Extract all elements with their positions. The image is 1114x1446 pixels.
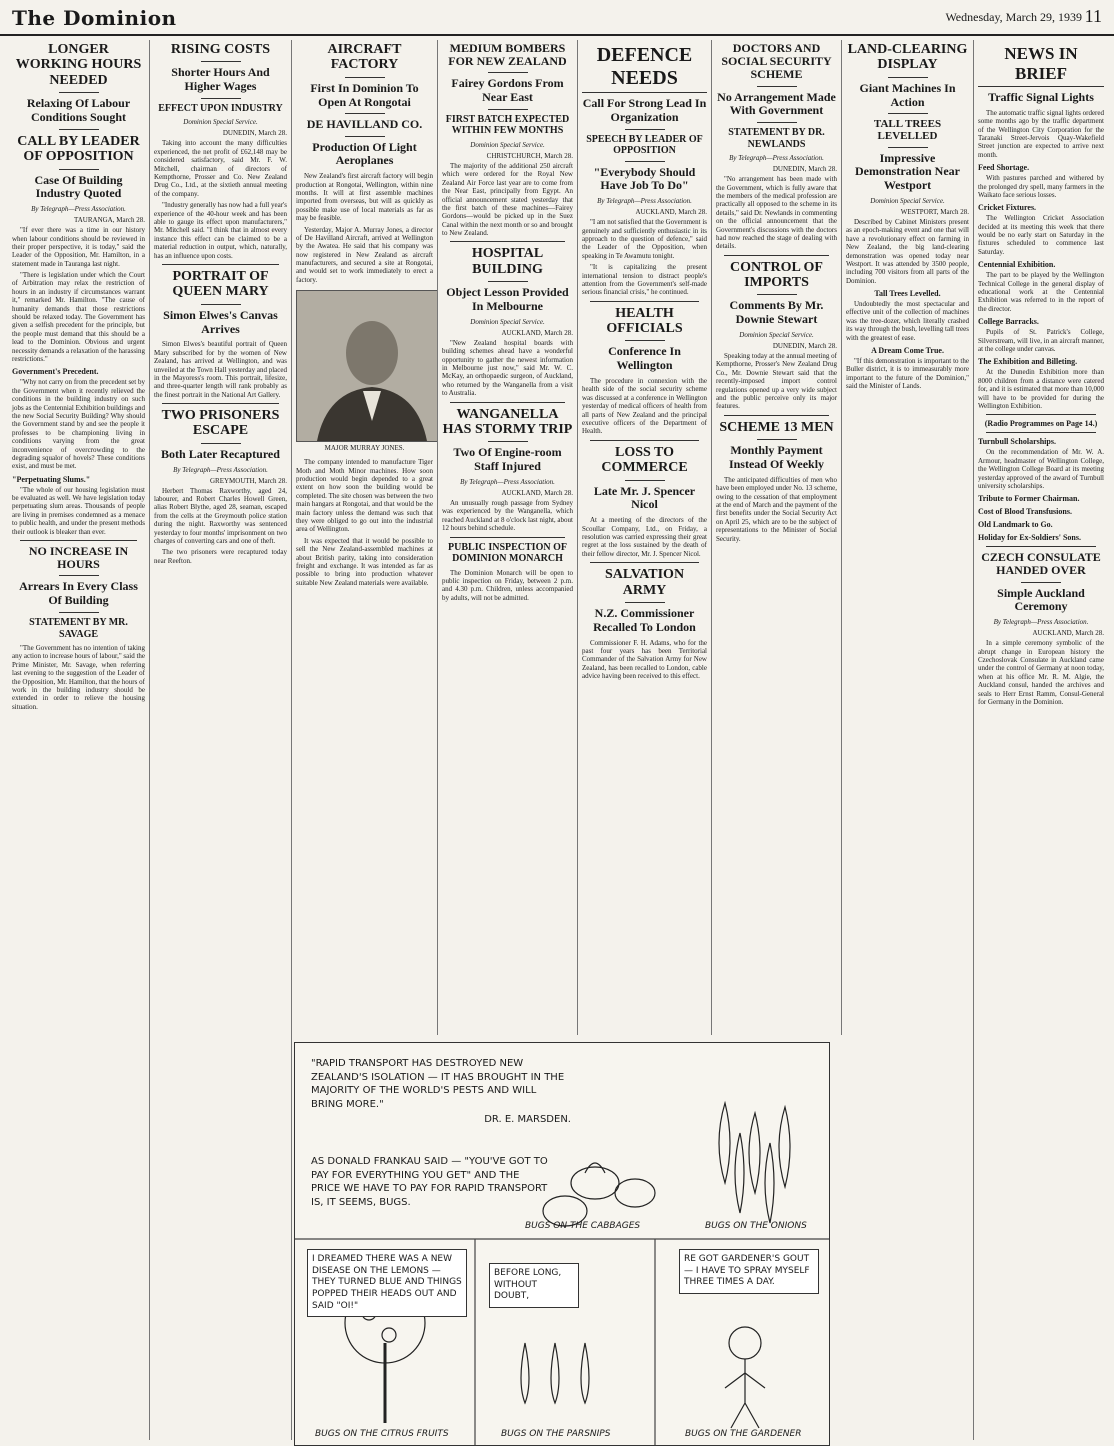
paragraph: The two prisoners were recaptured today near Reefton. (154, 548, 287, 565)
subheadline-caps: STATEMENT BY MR. SAVAGE (29, 617, 128, 640)
panel-label: BUGS ON THE CABBAGES (525, 1221, 641, 1231)
section-subhead: Cost of Blood Transfusions. (978, 507, 1072, 517)
byline: By Telegraph—Press Association. (460, 477, 555, 486)
subheadline: Arrears In Every Class Of Building (19, 579, 138, 608)
subheadline: N.Z. Commissioner Recalled To London (593, 605, 696, 634)
paragraph: The procedure in connexion with the health side of the social security scheme was discussed at a conference in Wellington yesterday of medical officers of health from all parts of New Zealand and the principal executive officers of the Department of Health. (582, 377, 707, 436)
subheadline: Object Lesson Provided In Melbourne (446, 285, 569, 314)
subheadline: No Arrangement Made With Government (717, 89, 836, 118)
headline: HEALTH OFFICIALS (606, 305, 683, 337)
dateline: AUCKLAND, March 28. (501, 488, 573, 497)
cartoon-quote: "RAPID TRANSPORT HAS DESTROYED NEW ZEALAND'S ISOLATION — IT HAS BROUGHT IN THE MAJORITY OF THE WORLD'S PESTS AND WILL BRING MORE." DR. E. MARSDEN. (311, 1058, 571, 1125)
subheadline: Fairey Gordons From Near East (451, 76, 564, 105)
byline: Dominion Special Service. (470, 317, 545, 326)
section-subhead: Old Landmark to Go. (978, 520, 1053, 530)
masthead (0, 0, 1114, 36)
paper-title: The Dominion (12, 6, 177, 30)
subheadline-caps: SPEECH BY LEADER OF OPPOSITION (586, 133, 703, 157)
paragraph: The automatic traffic signal lights ordered some months ago by the traffic department of the Wellington City Corporation for the Taranaki Street-Jervois Quay-Wakefield Street junction are expected to arrive next month. (978, 108, 1104, 159)
paragraph: "The whole of our housing legislation must be evaluated as well. We have legislation today perpetuating slum areas. Thousands of people are living in premises condemned as a menace to public health, and under the present methods their outlook is bleaker than ever. (12, 485, 145, 536)
headline: MEDIUM BOMBERS FOR NEW ZEALAND (448, 41, 567, 69)
byline: By Telegraph—Press Association. (31, 205, 126, 214)
headline: WANGANELLA HAS STORMY TRIP (442, 406, 573, 437)
speech-bubble: I DREAMED THERE WAS A NEW DISEASE ON THE LEMONS — THEY TURNED BLUE AND THINGS POPPED THEIR HEADS OUT AND SAID "OI!" (307, 1249, 467, 1317)
subheadline: Relaxing Of Labour Conditions Sought (26, 96, 131, 124)
byline: Dominion Special Service. (739, 331, 814, 340)
headline: DOCTORS AND SOCIAL SECURITY SCHEME (721, 41, 832, 82)
subheadline: Shorter Hours And Higher Wages (171, 65, 270, 94)
section-subhead: Tall Trees Levelled. (874, 289, 941, 299)
dateline: AUCKLAND, March 28. (501, 328, 573, 337)
paragraph: The anticipated difficulties of men who have been employed under No. 13 scheme, owing to the cessation of that employment at the end of March and the payment of the first benefits under the Social Security Act on April 25, which are to be the subject of representations to the Minister of Social Security. (716, 475, 837, 543)
subheadline: Impressive Demonstration Near Westport (855, 150, 960, 193)
section-subhead: Cricket Fixtures. (978, 203, 1037, 213)
subheadline: Simple Auckland Ceremony (997, 585, 1085, 614)
headline: LAND-CLEARING DISPLAY (847, 42, 968, 73)
subheadline: "Everybody Should Have Job To Do" (593, 164, 696, 193)
column-1 (8, 40, 150, 1440)
byline: By Telegraph—Press Association. (597, 197, 692, 206)
subheadline: Two Of Engine-room Staff Injured (453, 445, 562, 474)
editorial-cartoon (294, 1042, 830, 1446)
paragraph: "No arrangement has been made with the Government, which is fully aware that the members of the medical profession are practically all opposed to the scheme in its details," said Dr. Newlands in commenting on the official announcement that the Government's discussions with the doctors had now reached the stage of dealing with details. (716, 175, 837, 251)
headline: TALL TREES LEVELLED (873, 118, 942, 143)
paragraph: Simon Elwes's beautiful portrait of Queen Mary subscribed for by the women of New Zealand, has arrived at Wellington, and was unveiled at the Town Hall yesterday and placed in the Mayoress's room. This portrait, lifesize, and three-quarter length will rank probably as the finest portrait in the National Art Gallery. (154, 340, 287, 399)
headline: CALL BY LEADER OF OPPOSITION (17, 133, 140, 165)
byline: Dominion Special Service. (870, 196, 945, 205)
paragraph: Speaking today at the annual meeting of Kempthorne, Prosser's New Zealand Drug Co., Mr. Downie Stewart said that the recently-imposed import control regulations opened up a very wide subject and the public perceive only its major features. (716, 352, 837, 411)
photo-caption: MAJOR MURRAY JONES. (324, 444, 405, 453)
paragraph: "I am not satisfied that the Government is genuinely and sufficiently enthusiastic in its approach to the question of defence," said the Leader of the Opposition, when speaking in Te Awamutu tonight. (582, 218, 707, 260)
section-subhead: A Dream Come True. (871, 346, 944, 356)
section-subhead: The Exhibition and Billeting. (978, 357, 1078, 367)
dateline: WESTPORT, March 28. (900, 207, 969, 216)
paragraph: "The Government has no intention of taking any action to increase hours of labour," said the Prime Minister, Mr. Savage, when referring last evening to the suggestion of the Leader of the Opposition, Mr. Hamilton, that the hours of work in the building industry should be extended in order to relieve the housing situation. (12, 644, 146, 711)
cross-reference: (Radio Programmes on Page 14.) (984, 419, 1098, 429)
headline: NO INCREASE IN HOURS (28, 544, 129, 572)
dateline: AUCKLAND, March 28. (1032, 629, 1104, 638)
issue-date: Wednesday, March 29, 1939 (945, 10, 1082, 24)
headline: AIRCRAFT FACTORY (327, 42, 402, 73)
paragraph: Commissioner F. H. Adams, who for the past four years has been Territorial Commander of the Salvation Army for New Zealand, has been recalled to London, cable advice having been received to this effect. (582, 638, 707, 681)
byline: Dominion Special Service. (470, 140, 545, 149)
section-subhead: Tribute to Former Chairman. (978, 494, 1080, 504)
headline: TWO PRISONERS ESCAPE (161, 408, 280, 439)
section-subhead: Centennial Exhibition. (978, 260, 1056, 270)
section-subhead: "Perpetuating Slums." (12, 474, 91, 484)
column-3 (292, 40, 438, 1035)
subheadline: Call For Strong Lead In Organization (582, 96, 707, 124)
paragraph: At the Dunedin Exhibition more than 8000 children from a distance were catered for, and it is estimated that more than 10,000 will have to be provided for during the Wellington Exhibition. (978, 368, 1104, 410)
subheadline: Simon Elwes's Canvas Arrives (163, 307, 278, 336)
subheadline: First In Dominion To Open At Rongotai (310, 80, 419, 109)
subheadline: Late Mr. J. Spencer Nicol (593, 483, 696, 512)
subheadline-caps: FIRST BATCH EXPECTED WITHIN FEW MONTHS (445, 113, 570, 137)
speech-bubble: RE GOT GARDENER'S GOUT — I HAVE TO SPRAY MYSELF THREE TIMES A DAY. (679, 1249, 819, 1294)
paragraph: In a simple ceremony symbolic of the abrupt change in European history the Czechoslovak Consulate in Auckland came under the control of Germany at noon today, when at his office Mr. R. M. Algie, the Auckland consul, handed the archives and seals to Herr Ernst Ramm, Consul-General for Germany in the Dominion. (978, 639, 1104, 706)
paragraph: Undoubtedly the most spectacular and effective unit of the collection of machines was the tree-dozer, which literally crashed its way through the bush, levelling tall trees with the greatest of ease. (846, 300, 969, 342)
column-2 (150, 40, 292, 1440)
dateline: CHRISTCHURCH, March 28. (486, 151, 573, 160)
subheadline: Comments By Mr. Downie Stewart (729, 298, 824, 327)
panel-label: BUGS ON THE ONIONS (705, 1221, 807, 1231)
paragraph: On the recommendation of Mr. W. A. Armour, headmaster of Wellington College, the Wellington College Board at its meeting yesterday approved of the award of Turnbull university scholarships. (978, 448, 1104, 490)
paragraph: "There is legislation under which the Court of Arbitration may relax the restriction of hours in an industry if circumstances warrant it," remarked Mr. Hamilton. "The cause of humanity demands that those restrictions should be relaxed today. The Government has given a selfish precedent for the principle, but the people must demand that this should be a lead to the Dominion. Obvious and urgent necessity demands a relaxation of the harassing restrictions." (12, 271, 145, 363)
paragraph: The Dominion Monarch will be open to public inspection on Friday, between 2 p.m. and 4.30 p.m. Children, unless accompanied by adults, will not be admitted. (442, 568, 573, 602)
paragraph: "If ever there was a time in our history when labour conditions should be reviewed in their proper perspective, it is today," said the Leader of the Opposition, Mr. Hamilton, in a statement made in Tauranga last night. (12, 226, 145, 268)
paragraph: The majority of the additional 250 aircraft which were ordered for the Royal New Zealand Air Force last year are to come from the Near East, principally from Egypt. An official announcement stated yesterday that the first batch of these machines—Fairey Gordons—would be picked up in the Suez Canal within the next month or so and brought to New Zealand. (442, 161, 573, 238)
dateline: GREYMOUTH, March 28. (210, 476, 287, 485)
column-4 (438, 40, 578, 1035)
paragraph: At a meeting of the directors of the Scoullar Company, Ltd., on Friday, a resolution was carried expressing their great regret at the loss sustained by the death of their fellow director, Mr. J. Spencer Nicol. (582, 516, 707, 558)
headline: PORTRAIT OF QUEEN MARY (172, 268, 269, 300)
headline: CONTROL OF IMPORTS (730, 259, 823, 291)
column-6 (712, 40, 842, 1035)
headline: HOSPITAL BUILDING (471, 246, 544, 277)
headline-banner: DEFENCE NEEDS (582, 44, 707, 93)
subheadline-caps: STATEMENT BY DR. NEWLANDS (728, 127, 825, 150)
paragraph: "It is capitalizing the present international tension to distract people's attention from the Government's self-made serious financial crisis," he continued. (582, 263, 707, 297)
paragraph: Yesterday, Major A. Murray Jones, a director of De Havilland Aircraft, arrived at Wellington by the Awatea. He said that his company was now registered in New Zealand as aircraft manufacturers, and secured a site at Rongotai, and would set to work immediately to erect a factory. (296, 225, 433, 284)
headline: DE HAVILLAND CO. (306, 117, 423, 132)
section-subhead: Holiday for Ex-Soldiers' Sons. (978, 533, 1081, 543)
byline: By Telegraph—Press Association. (173, 465, 268, 474)
subheadline: Giant Machines In Action (859, 80, 956, 109)
section-subhead: College Barracks. (978, 317, 1039, 327)
paragraph: "If this demonstration is important to the Buller district, it is to immeasurably more important to the future of the Dominion," said the Minister of Lands. (846, 357, 969, 391)
speech-bubble: BEFORE LONG, WITHOUT DOUBT, (489, 1263, 579, 1308)
panel-label: BUGS ON THE CITRUS FRUITS (315, 1429, 449, 1439)
subheadline: Monthly Payment Instead Of Weekly (728, 443, 825, 471)
portrait-photo (296, 290, 438, 442)
paragraph: Herbert Thomas Raxworthy, aged 24, labourer, and Robert Charles Howell Green, alias Robert Blythe, aged 28, seaman, escaped from the cells at the Greymouth police station during the night. Raxworthy was sentenced yesterday to four months' imprisonment on two charges of converting cars and one of theft. (154, 486, 287, 545)
paragraph: "Why not carry on from the precedent set by the Government when it recently relieved the conditions in the building industry on such jobs as the Centennial Exhibition buildings and the new Social Security Building? Why should the Government stand by and see the people it professes to be championing living in conditions varying from the great inconvenience of overcrowding to the degrading squalor of hovels? These conditions exist, and must be met. (12, 378, 145, 471)
subheadline: Conference In Wellington (608, 344, 681, 373)
subheadline: Traffic Signal Lights (988, 90, 1094, 104)
headline-banner: NEWS IN BRIEF (978, 44, 1104, 87)
column-7 (842, 40, 974, 1440)
subheadline-caps: EFFECT UPON INDUSTRY (158, 102, 283, 114)
headline: SALVATION ARMY (604, 567, 685, 598)
byline: By Telegraph—Press Association. (729, 154, 824, 163)
paragraph: "Industry generally has now had a full year's experience of the 40-hour week and has been able to gauge its effect upon manufacturers," Mr. Mitchell said. "I think that in almost every instance this effect can be claimed to be a material reduction in output, which, naturally, has an influence upon costs. (154, 201, 287, 260)
section-subhead: Government's Precedent. (12, 367, 99, 377)
dateline: DUNEDIN, March 28. (772, 342, 837, 351)
headline: LOSS TO COMMERCE (601, 444, 688, 476)
paragraph: Pupils of St. Patrick's College, Silverstream, will live, in an aircraft manner, at the college under canvas. (978, 328, 1104, 353)
paragraph: "New Zealand hospital boards with building schemes ahead have a wonderful opportunity to gather the newest information in Melbourne just now," said Mr. W. C. McKay, an orthopaedic surgeon, of Auckland, who returned by the Wanganella from a visit to Australia. (442, 338, 573, 398)
paragraph: An unusually rough passage from Sydney was experienced by the Wanganella, which reached Auckland at 8 o'clock last night, about 12 hours behind schedule. (442, 498, 573, 533)
paragraph: The Wellington Cricket Association decided at its meeting this week that there would be no early start on Saturday in the fixtures scheduled to commence last Saturday. (978, 214, 1104, 256)
column-8 (974, 40, 1108, 1440)
headline: SCHEME 13 MEN (719, 419, 834, 435)
section-subhead: Feed Shortage. (978, 163, 1030, 173)
subheadline-caps: PUBLIC INSPECTION OF DOMINION MONARCH (448, 541, 567, 565)
paragraph: It was expected that it would be possible to sell the New Zealand-assembled machines at about British parity, taking into consideration freight and exchange. It was intended as far as possible to bring into production whatever suitable New Zealand materials were available. (296, 536, 433, 587)
headline: LONGER WORKING HOURS NEEDED (15, 42, 142, 88)
headline: CZECH CONSULATE HANDED OVER (981, 550, 1101, 578)
subheadline: Production Of Light Aeroplanes (312, 139, 417, 168)
headline: RISING COSTS (170, 42, 271, 57)
dateline: TAURANGA, March 28. (74, 216, 145, 225)
byline: By Telegraph—Press Association. (993, 618, 1089, 627)
paragraph: With pastures parched and withered by the prolonged dry spell, many farmers in the Waikato face serious losses. (978, 174, 1104, 199)
paragraph: The company intended to manufacture Tiger Moth and Moth Minor machines. How soon production would begin depended to a great extent on how soon the building would be completed. The site chosen was between the two main hangars at Rongotai, and that would be the main factory unless the demand was such that they were obliged to go out into the industrial area of Wellington. (296, 458, 433, 534)
panel-label: BUGS ON THE GARDENER (685, 1429, 802, 1439)
panel-label: BUGS ON THE PARSNIPS (501, 1429, 611, 1439)
paragraph: Described by Cabinet Ministers present as an epoch-making event and one that will have a revolutionary effect on farming in New Zealand, the big land-clearing demonstration was opened today near Westport. It was attended by 3500 people, including 700 visitors from all parts of the Dominion. (846, 217, 969, 285)
section-subhead: Turnbull Scholarships. (978, 437, 1056, 447)
cartoon-caption: AS DONALD FRANKAU SAID — "YOU'VE GOT TO PAY FOR EVERYTHING YOU GET" AND THE PRICE WE HAVE TO PAY FOR RAPID TRANSPORT IS, IT SEEMS, BUGS. (311, 1156, 548, 1208)
paragraph: New Zealand's first aircraft factory will begin production at Rongotai, Wellington, within nine months. It will at first assemble machines imported from overseas, but will as quickly as possible make use of local materials as far as may be feasible. (296, 172, 433, 223)
byline: Dominion Special Service. (183, 118, 258, 127)
paragraph: The part to be played by the Wellington Technical College in the general display of educational work at the Centennial Exhibition was referred to in the report of the director. (978, 271, 1104, 313)
dateline: DUNEDIN, March 28. (772, 165, 837, 174)
dateline: DUNEDIN, March 28. (222, 129, 287, 138)
subheadline: Both Later Recaptured (161, 446, 280, 461)
dateline: AUCKLAND, March 28. (635, 208, 707, 217)
page-number: 11 (1084, 6, 1102, 26)
paragraph: Taking into account the many difficulties experienced, the net profit of £62,148 may be considered satisfactory, said Mr. F. W. Mitchell, chairman of directors of Kempthorne, Prosser and Co. New Zealand Drug Co., Ltd., at the sixtieth annual meeting of the company. (154, 139, 287, 198)
subheadline: Case Of Building Industry Quoted (34, 172, 123, 201)
column-5 (578, 40, 712, 1035)
